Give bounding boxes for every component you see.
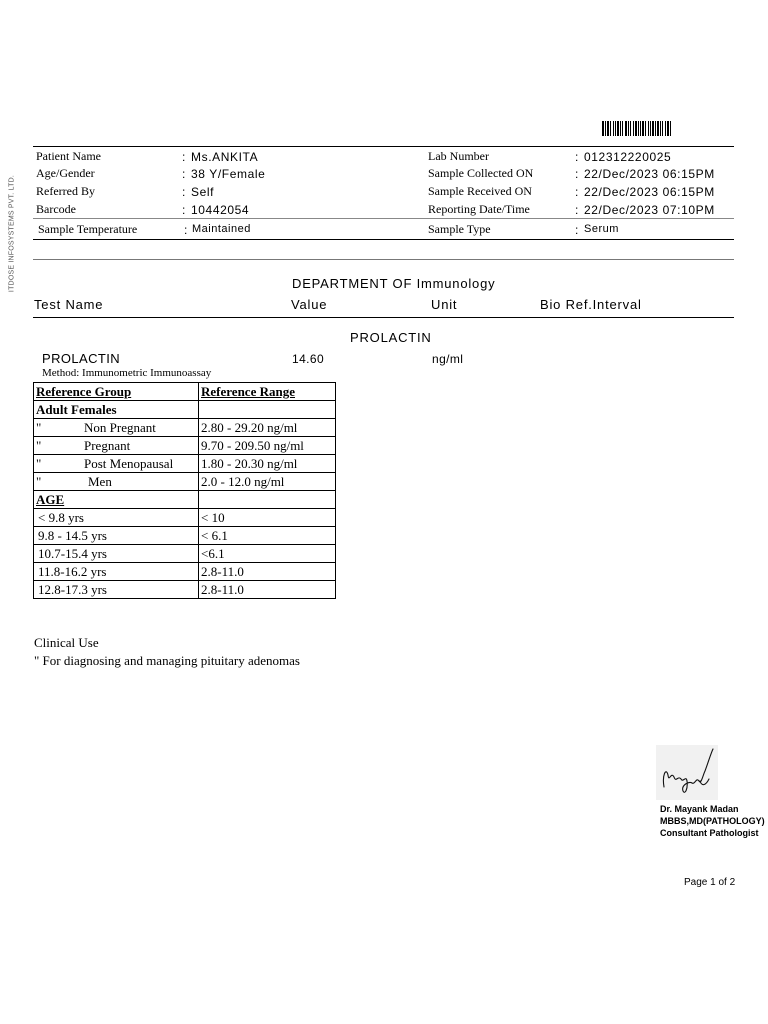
sample-type-label: Sample Type <box>428 222 491 236</box>
result-test-name: PROLACTIN <box>42 351 121 366</box>
colon: : <box>575 203 579 217</box>
table-row <box>34 473 336 491</box>
table-cell <box>34 473 199 491</box>
table-row <box>34 581 336 599</box>
column-test-name: Test Name <box>34 297 104 312</box>
column-value: Value <box>291 297 328 312</box>
page-number: Page 1 of 2 <box>684 877 736 888</box>
sample-type-value: Serum <box>584 223 619 235</box>
range-cell: 2.80 - 29.20 ng/ml <box>199 419 336 437</box>
lab-number-value: 012312220025 <box>584 150 672 164</box>
result-method: Method: Immunometric Immunoassay <box>42 367 212 379</box>
column-unit: Unit <box>431 297 458 312</box>
range-cell: < 6.1 <box>199 527 336 545</box>
table-cell <box>199 401 336 419</box>
column-header-rule <box>33 317 734 318</box>
ditto-mark: " <box>36 474 42 489</box>
doctor-qualification: MBBS,MD(PATHOLOGY) <box>660 816 765 826</box>
range-cell: <6.1 <box>199 545 336 563</box>
clinical-use-title: Clinical Use <box>34 635 99 650</box>
ditto-mark: " <box>36 420 42 435</box>
table-row <box>34 545 336 563</box>
table-row <box>34 509 336 527</box>
sample-temperature-label: Sample Temperature <box>38 222 138 236</box>
age-group-cell: 9.8 - 14.5 yrs <box>34 527 199 545</box>
table-row <box>34 527 336 545</box>
group-label: Pregnant <box>84 438 131 453</box>
signature-scribble <box>656 745 718 800</box>
ditto-mark: " <box>36 456 42 471</box>
sample-received-label: Sample Received ON <box>428 184 532 198</box>
barcode-bar <box>671 121 672 136</box>
header-bottom-rule <box>33 239 734 240</box>
adult-females-header: Adult Females <box>34 401 199 419</box>
sample-collected-value: 22/Dec/2023 06:15PM <box>584 167 715 181</box>
reference-table <box>33 382 336 599</box>
referred-by-value: Self <box>191 185 215 199</box>
group-label: Post Menopausal <box>84 456 174 471</box>
result-unit: ng/ml <box>432 352 464 366</box>
reporting-date-value: 22/Dec/2023 07:10PM <box>584 203 715 217</box>
sample-collected-label: Sample Collected ON <box>428 166 534 180</box>
range-cell: 1.80 - 20.30 ng/ml <box>199 455 336 473</box>
colon: : <box>184 223 188 237</box>
sample-received-value: 22/Dec/2023 06:15PM <box>584 185 715 199</box>
age-gender-value: 38 Y/Female <box>191 167 266 181</box>
group-label: Men <box>88 474 112 489</box>
range-cell: 9.70 - 209.50 ng/ml <box>199 437 336 455</box>
doctor-name: Dr. Mayank Madan <box>660 804 739 814</box>
age-header: AGE <box>34 491 199 509</box>
clinical-use-text: " For diagnosing and managing pituitary adenomas <box>34 653 300 668</box>
table-row <box>34 401 336 419</box>
colon: : <box>575 150 579 164</box>
colon: : <box>182 203 186 217</box>
barcode-label: Barcode <box>36 202 76 216</box>
barcode-value: 10442054 <box>191 203 250 217</box>
range-cell: 2.8-11.0 <box>199 581 336 599</box>
table-cell <box>34 419 199 437</box>
reporting-date-label: Reporting Date/Time <box>428 202 530 216</box>
table-row <box>34 437 336 455</box>
referred-by-label: Referred By <box>36 184 95 198</box>
age-group-cell: 11.8-16.2 yrs <box>34 563 199 581</box>
range-cell: 2.8-11.0 <box>199 563 336 581</box>
age-group-cell: < 9.8 yrs <box>34 509 199 527</box>
header-top-rule <box>33 146 734 147</box>
department-top-rule <box>33 259 734 260</box>
table-cell <box>199 491 336 509</box>
table-header-cell: Reference Group <box>34 383 199 401</box>
lab-number-label: Lab Number <box>428 149 489 163</box>
side-vendor-text: ITDOSE INFOSYSTEMS PVT. LTD. <box>8 174 16 293</box>
range-cell: 2.0 - 12.0 ng/ml <box>199 473 336 491</box>
table-row <box>34 563 336 581</box>
colon: : <box>182 167 186 181</box>
table-header-cell: Reference Range <box>199 383 336 401</box>
column-bio-ref: Bio Ref.Interval <box>540 297 642 312</box>
doctor-title: Consultant Pathologist <box>660 828 759 838</box>
colon: : <box>182 185 186 199</box>
ditto-mark: " <box>36 438 42 453</box>
sample-temperature-value: Maintained <box>192 223 251 235</box>
header-mid-rule <box>33 218 734 219</box>
colon: : <box>575 223 579 237</box>
table-row <box>34 491 336 509</box>
age-group-cell: 10.7-15.4 yrs <box>34 545 199 563</box>
range-cell: < 10 <box>199 509 336 527</box>
barcode-image <box>602 121 706 136</box>
patient-name-value: Ms.ANKITA <box>191 150 259 164</box>
colon: : <box>575 167 579 181</box>
table-cell <box>34 455 199 473</box>
group-label: Non Pregnant <box>84 420 156 435</box>
table-header-row <box>34 383 336 401</box>
table-row <box>34 419 336 437</box>
signature-image <box>656 745 718 800</box>
section-title: PROLACTIN <box>350 330 432 345</box>
colon: : <box>575 185 579 199</box>
patient-name-label: Patient Name <box>36 149 101 163</box>
colon: : <box>182 150 186 164</box>
table-cell <box>34 437 199 455</box>
age-gender-label: Age/Gender <box>36 166 95 180</box>
age-group-cell: 12.8-17.3 yrs <box>34 581 199 599</box>
table-row <box>34 455 336 473</box>
department-title: DEPARTMENT OF Immunology <box>292 276 496 291</box>
result-value: 14.60 <box>292 352 325 366</box>
